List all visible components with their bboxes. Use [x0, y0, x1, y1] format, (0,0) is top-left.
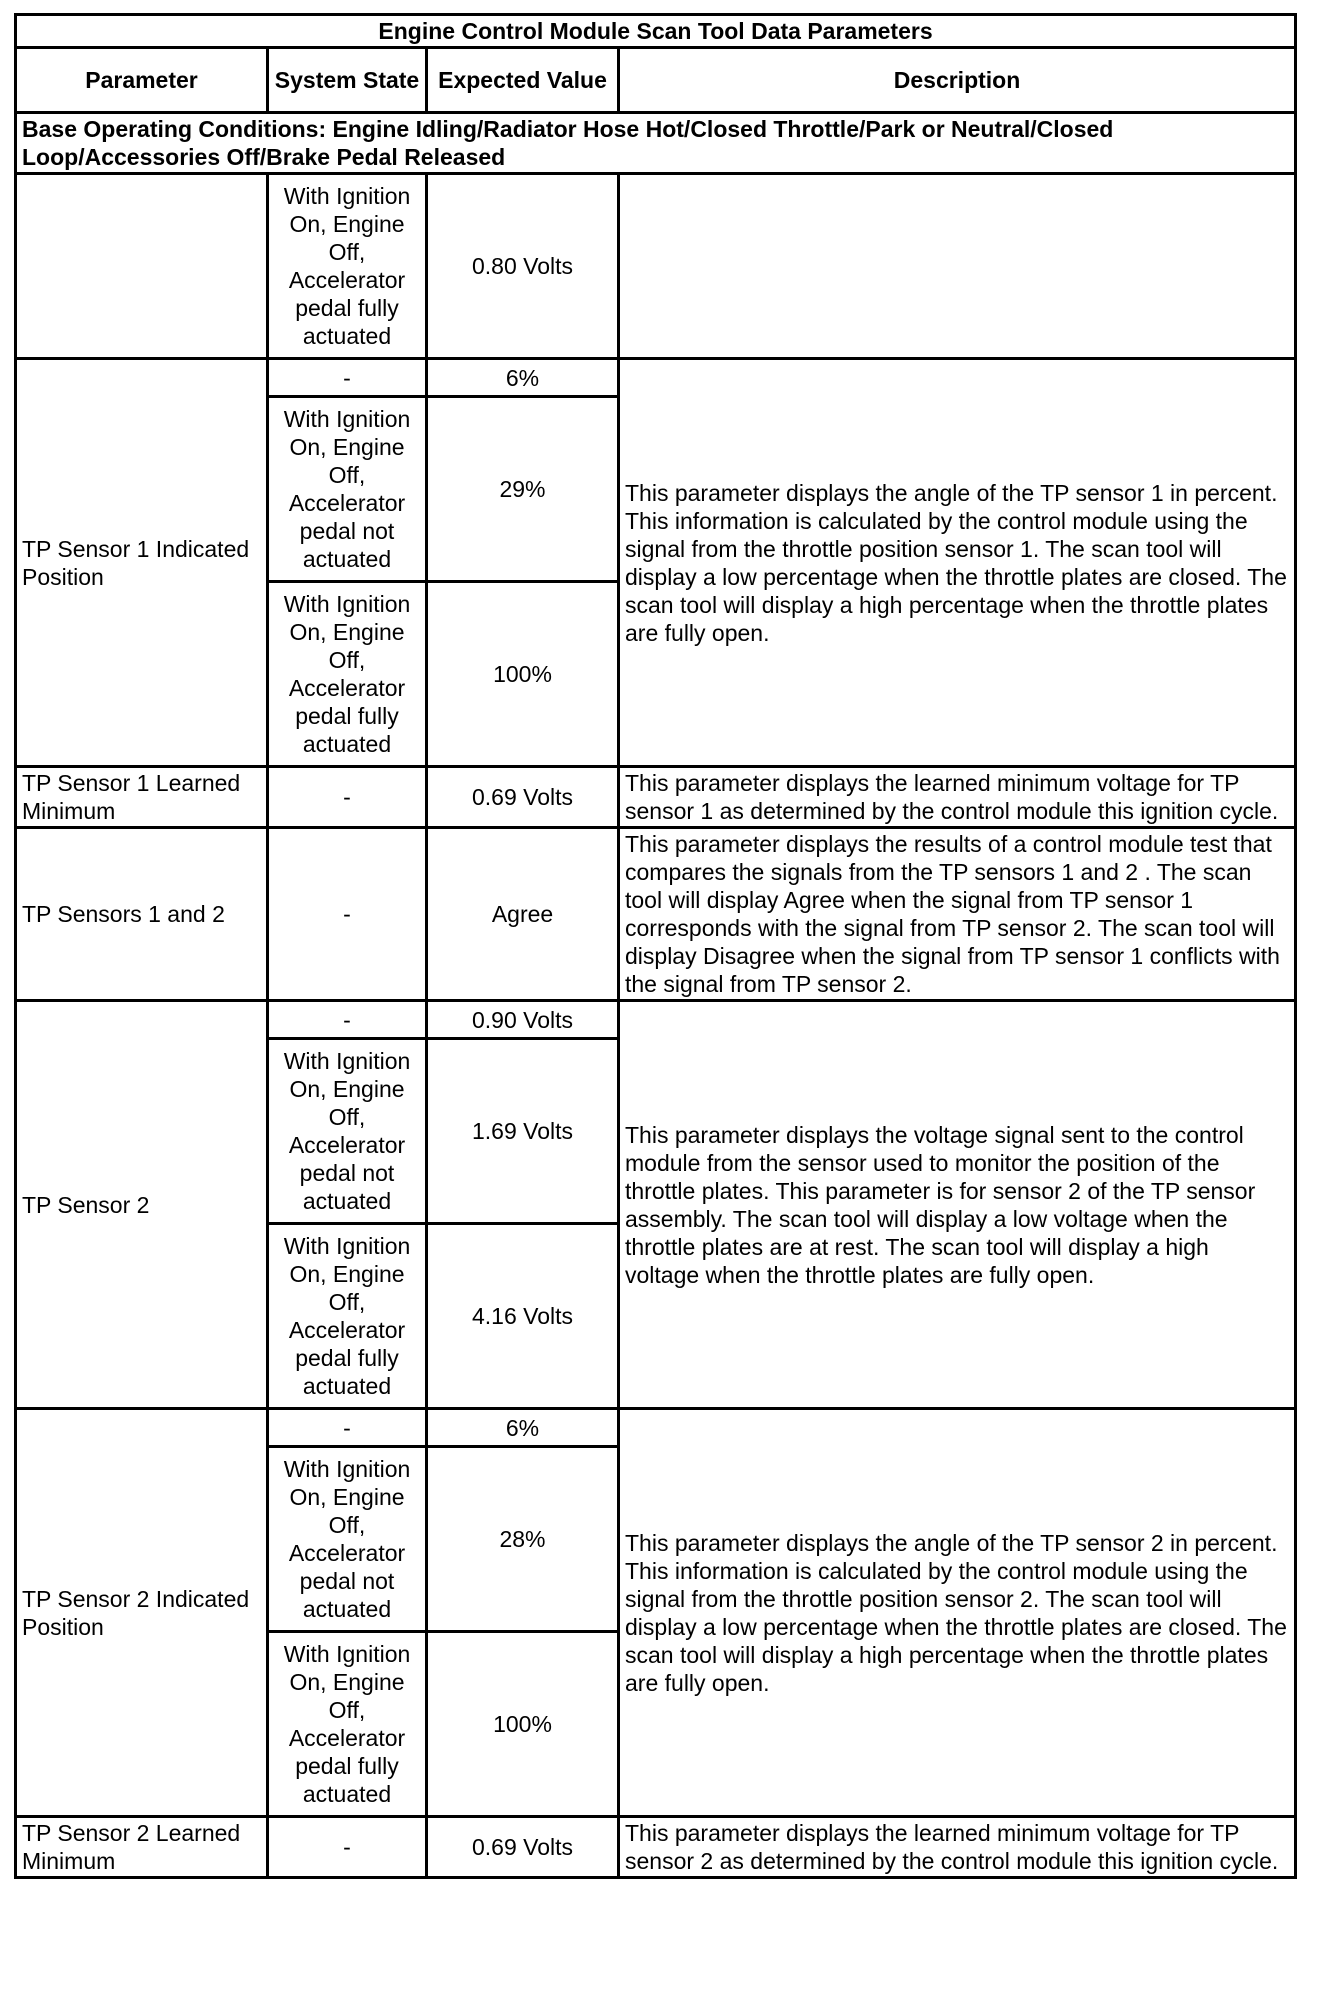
parameter-cell: TP Sensor 2 Learned Minimum: [16, 1817, 268, 1878]
system-state-cell: -: [268, 1409, 427, 1447]
table-row: [16, 767, 1296, 828]
parameter-cell: [16, 174, 268, 359]
expected-value-cell: 6%: [427, 1409, 619, 1447]
table-row: [16, 359, 1296, 397]
table-row: [16, 1409, 1296, 1447]
table-row: [16, 1001, 1296, 1039]
description-cell: This parameter displays the angle of the TP sensor 1 in percent. This information is calculated by the control module using the signal from the throttle position sensor 1. The scan tool will display a low percentage when the throttle plates are closed. The scan tool will display a high percentage when the throttle plates are fully open.: [619, 359, 1296, 767]
parameter-cell: TP Sensor 2: [16, 1001, 268, 1409]
system-state-cell: -: [268, 1001, 427, 1039]
expected-value-cell: 28%: [427, 1447, 619, 1632]
parameter-cell: TP Sensor 1 Learned Minimum: [16, 767, 268, 828]
system-state-cell: -: [268, 828, 427, 1001]
description-cell: This parameter displays the learned minimum voltage for TP sensor 2 as determined by the control module this ignition cycle.: [619, 1817, 1296, 1878]
system-state-cell: With Ignition On, Engine Off, Accelerator pedal not actuated: [268, 1039, 427, 1224]
column-header-parameter: Parameter: [16, 48, 268, 113]
system-state-cell: -: [268, 767, 427, 828]
parameter-cell: TP Sensor 2 Indicated Position: [16, 1409, 268, 1817]
table-row: [16, 1817, 1296, 1878]
description-cell: [619, 174, 1296, 359]
expected-value-cell: 100%: [427, 582, 619, 767]
expected-value-cell: 1.69 Volts: [427, 1039, 619, 1224]
expected-value-cell: Agree: [427, 828, 619, 1001]
system-state-cell: With Ignition On, Engine Off, Accelerator pedal not actuated: [268, 397, 427, 582]
system-state-cell: -: [268, 1817, 427, 1878]
system-state-cell: With Ignition On, Engine Off, Accelerator pedal not actuated: [268, 1447, 427, 1632]
system-state-cell: With Ignition On, Engine Off, Accelerator pedal fully actuated: [268, 1224, 427, 1409]
description-cell: This parameter displays the learned minimum voltage for TP sensor 1 as determined by the control module this ignition cycle.: [619, 767, 1296, 828]
expected-value-cell: 0.90 Volts: [427, 1001, 619, 1039]
system-state-cell: -: [268, 359, 427, 397]
description-cell: This parameter displays the voltage signal sent to the control module from the sensor used to monitor the position of the throttle plates. This parameter is for sensor 2 of the TP sensor assembly. The scan tool will display a low voltage when the throttle plates are at rest. The scan tool will display a high voltage when the throttle plates are fully open.: [619, 1001, 1296, 1409]
parameter-cell: TP Sensors 1 and 2: [16, 828, 268, 1001]
expected-value-cell: 29%: [427, 397, 619, 582]
parameter-cell: TP Sensor 1 Indicated Position: [16, 359, 268, 767]
expected-value-cell: 4.16 Volts: [427, 1224, 619, 1409]
column-header-expected-value: Expected Value: [427, 48, 619, 113]
expected-value-cell: 6%: [427, 359, 619, 397]
system-state-cell: With Ignition On, Engine Off, Accelerator pedal fully actuated: [268, 1632, 427, 1817]
column-header-description: Description: [619, 48, 1296, 113]
table-row: [16, 174, 1296, 359]
column-header-system-state: System State: [268, 48, 427, 113]
expected-value-cell: 0.69 Volts: [427, 1817, 619, 1878]
table-row: [16, 828, 1296, 1001]
expected-value-cell: 100%: [427, 1632, 619, 1817]
expected-value-cell: 0.80 Volts: [427, 174, 619, 359]
description-cell: This parameter displays the angle of the TP sensor 2 in percent. This information is calculated by the control module using the signal from the throttle position sensor 2. The scan tool will display a low percentage when the throttle plates are closed. The scan tool will display a high percentage when the throttle plates are fully open.: [619, 1409, 1296, 1817]
system-state-cell: With Ignition On, Engine Off, Accelerator pedal fully actuated: [268, 582, 427, 767]
scan-tool-data-table: [14, 13, 1297, 1879]
description-cell: This parameter displays the results of a control module test that compares the signals from the TP sensors 1 and 2 . The scan tool will display Agree when the signal from TP sensor 1 corresponds with the signal from TP sensor 2. The scan tool will display Disagree when the signal from TP sensor 1 conflicts with the signal from TP sensor 2.: [619, 828, 1296, 1001]
table-title: Engine Control Module Scan Tool Data Parameters: [16, 15, 1296, 48]
system-state-cell: With Ignition On, Engine Off, Accelerator pedal fully actuated: [268, 174, 427, 359]
base-operating-conditions: Base Operating Conditions: Engine Idling/Radiator Hose Hot/Closed Throttle/Park or Neutral/Closed Loop/Accessories Off/Brake Pedal Released: [16, 113, 1296, 174]
expected-value-cell: 0.69 Volts: [427, 767, 619, 828]
